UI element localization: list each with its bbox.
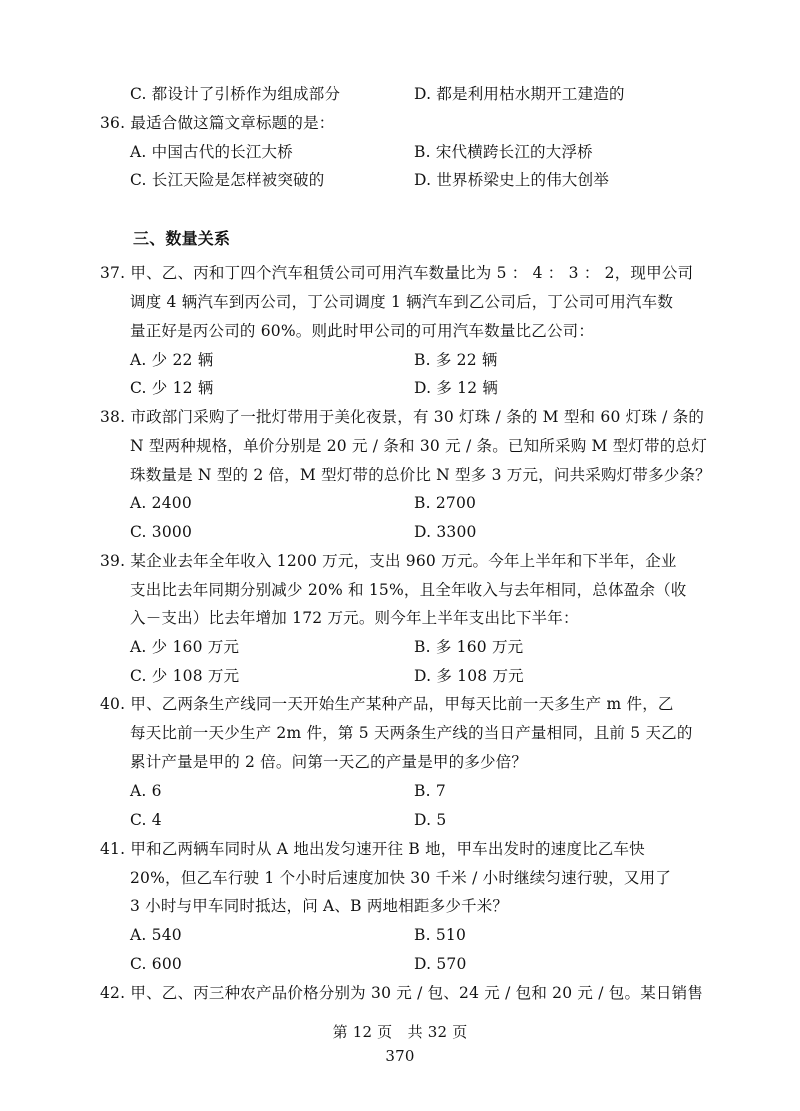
q40-line-2: 每天比前一天少生产 2m 件，第 5 天两条生产线的当日产量相同，且前 5 天乙的 xyxy=(130,724,693,742)
q36-option-b: B. 宋代横跨长江的大浮桥 xyxy=(414,143,593,161)
q39-option-a: A. 少 160 万元 xyxy=(130,638,240,656)
q39-option-b: B. 多 160 万元 xyxy=(414,638,524,656)
q39-line-3: 入－支出）比去年增加 172 万元。则今年上半年支出比下半年： xyxy=(130,609,579,627)
q40-option-d: D. 5 xyxy=(414,811,447,829)
q39-option-c: C. 少 108 万元 xyxy=(130,667,240,685)
q42-line-1: 42. 甲、乙、丙三种农产品价格分别为 30 元 / 包、24 元 / 包和 20 元 / 包。某日销售 xyxy=(100,984,704,1002)
section-title: 三、数量关系 xyxy=(133,229,231,248)
q35-option-d: D. 都是利用枯水期开工建造的 xyxy=(414,85,625,103)
q40-option-c: C. 4 xyxy=(130,811,162,829)
q36-option-a: A. 中国古代的长江大桥 xyxy=(130,143,293,161)
q38-option-c: C. 3000 xyxy=(130,523,193,541)
q41-line-2: 20%，但乙车行驶 1 个小时后速度加快 30 千米 / 小时继续匀速行驶，又用了 xyxy=(130,869,672,887)
q38-line-1: 38. 市政部门采购了一批灯带用于美化夜景，有 30 灯珠 / 条的 M 型和 60 灯珠 / 条的 xyxy=(100,408,705,426)
q41-option-d: D. 570 xyxy=(414,955,467,973)
q41-option-b: B. 510 xyxy=(414,926,467,944)
q41-option-a: A. 540 xyxy=(130,926,182,944)
q41-line-1: 41. 甲和乙两辆车同时从 A 地出发匀速开往 B 地，甲车出发时的速度比乙车快 xyxy=(100,840,645,858)
q38-option-d: D. 3300 xyxy=(414,523,477,541)
q36-question: 36. 最适合做这篇文章标题的是： xyxy=(100,114,335,132)
q38-line-2: N 型两种规格，单价分别是 20 元 / 条和 30 元 / 条。已知所采购 M 型灯带的总灯 xyxy=(130,437,707,455)
q35-option-c: C. 都设计了引桥作为组成部分 xyxy=(130,85,341,103)
q37-option-c: C. 少 12 辆 xyxy=(130,379,214,397)
q41-option-c: C. 600 xyxy=(130,955,182,973)
q38-line-3: 珠数量是 N 型的 2 倍，M 型灯带的总价比 N 型多 3 万元，问共采购灯带多少条？ xyxy=(130,466,711,484)
q40-line-1: 40. 甲、乙两条生产线同一天开始生产某种产品，甲每天比前一天多生产 m 件，乙 xyxy=(100,695,674,713)
q39-option-d: D. 多 108 万元 xyxy=(414,667,524,685)
q37-option-a: A. 少 22 辆 xyxy=(130,351,214,369)
q37-line-1: 37. 甲、乙、丙和丁四个汽车租赁公司可用汽车数量比为 5 ： 4 ： 3 ： 2，现甲公司 xyxy=(100,264,694,282)
q36-option-c: C. 长江天险是怎样被突破的 xyxy=(130,171,325,189)
q40-option-b: B. 7 xyxy=(414,782,446,800)
q37-line-3: 量正好是丙公司的 60%。则此时甲公司的可用汽车数量比乙公司： xyxy=(130,322,595,340)
q37-option-b: B. 多 22 辆 xyxy=(414,351,498,369)
q40-option-a: A. 6 xyxy=(130,782,162,800)
page-number: 370 xyxy=(385,1047,415,1065)
page-label: 第 12 页 共 32 页 xyxy=(332,1023,468,1041)
q36-option-d: D. 世界桥梁史上的伟大创举 xyxy=(414,171,610,189)
q37-line-2: 调度 4 辆汽车到丙公司，丁公司调度 1 辆汽车到乙公司后，丁公司可用汽车数 xyxy=(130,293,674,311)
q40-line-3: 累计产量是甲的 2 倍。问第一天乙的产量是甲的多少倍？ xyxy=(130,753,528,771)
q38-option-b: B. 2700 xyxy=(414,494,477,512)
q38-option-a: A. 2400 xyxy=(130,494,192,512)
q39-line-1: 39. 某企业去年全年收入 1200 万元，支出 960 万元。今年上半年和下半年，企业 xyxy=(100,552,677,570)
q37-option-d: D. 多 12 辆 xyxy=(414,379,499,397)
q39-line-2: 支出比去年同期分别减少 20% 和 15%，且全年收入与去年相同，总体盈余（收 xyxy=(130,581,687,599)
q41-line-3: 3 小时与甲车同时抵达，问 A、B 两地相距多少千米？ xyxy=(130,897,509,915)
